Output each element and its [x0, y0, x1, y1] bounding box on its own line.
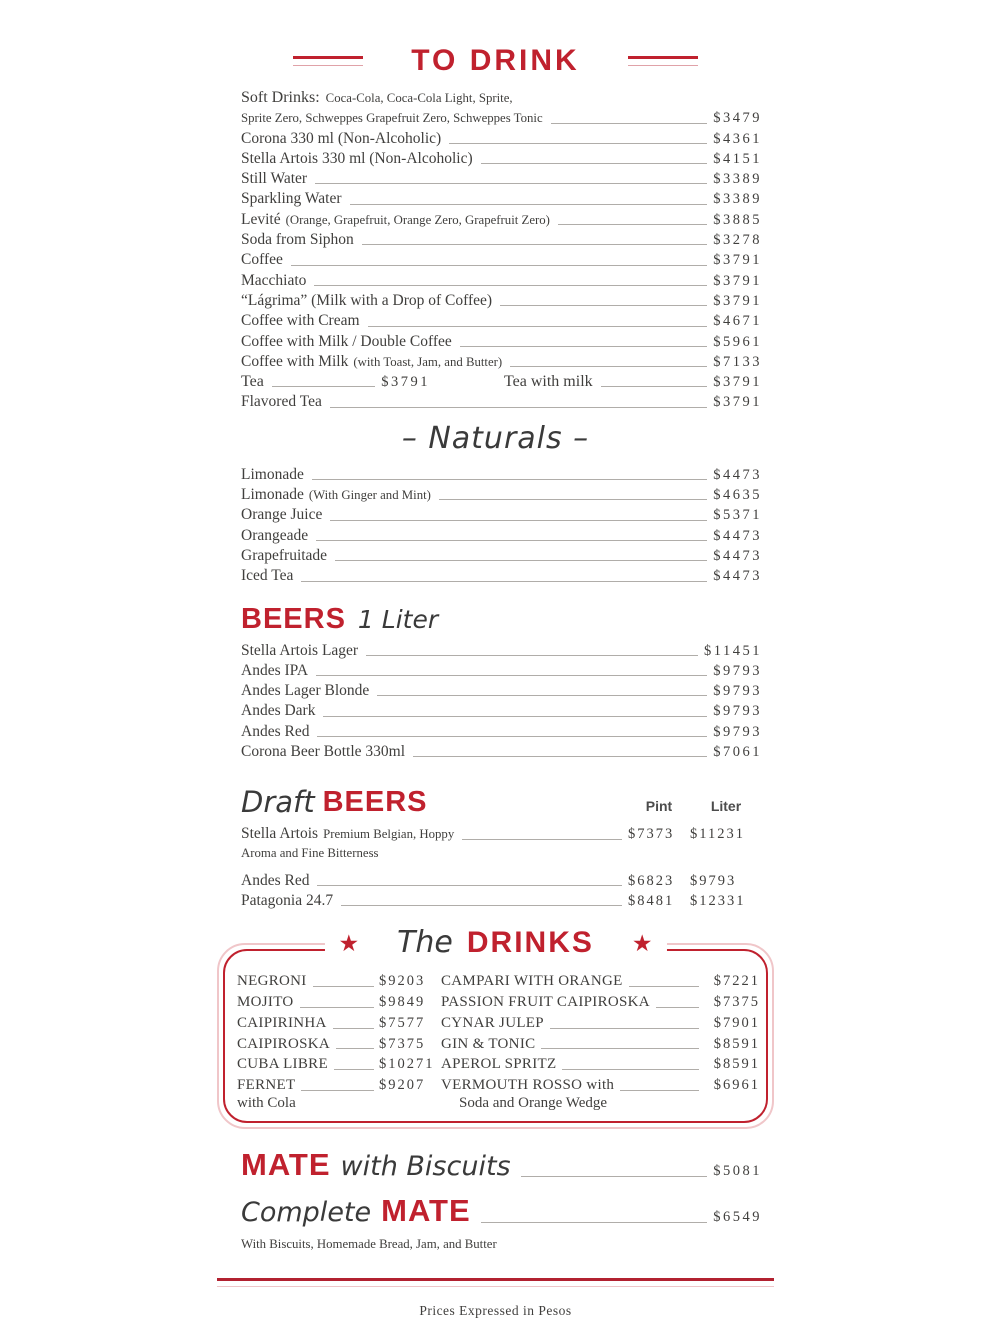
- item-price: $9793: [713, 662, 762, 679]
- item-name: APEROL SPRITZ: [441, 1056, 557, 1073]
- item-price: $3278: [713, 232, 762, 249]
- item-name: Coffee with Cream: [241, 312, 360, 330]
- item-price: $9203: [379, 973, 426, 990]
- item-name: Orange Juice: [241, 506, 323, 524]
- leader-line: [656, 1007, 699, 1008]
- item-name: CUBA LIBRE: [237, 1056, 328, 1073]
- menu-item-row: [241, 291, 762, 311]
- menu-item-row: [241, 332, 762, 352]
- item-name: NEGRONI: [237, 973, 307, 990]
- item-price: $3479: [713, 110, 762, 127]
- menu-item-row: [241, 189, 762, 209]
- item-price: $7901: [713, 1014, 760, 1031]
- mate-title-hand: Complete: [241, 1196, 372, 1228]
- leader-line: [629, 986, 699, 987]
- leader-line: [551, 123, 708, 124]
- leader-line: [550, 1028, 699, 1029]
- item-price: $7375: [713, 994, 760, 1010]
- leader-line: [316, 540, 707, 541]
- menu-item-row: [241, 546, 762, 566]
- leader-line: [541, 1048, 699, 1049]
- double-line-ornament-right: [628, 56, 698, 66]
- item-price: $8591: [713, 1035, 760, 1052]
- menu-item-row: [237, 1034, 437, 1055]
- leader-line: [368, 326, 708, 327]
- menu-item-row: [241, 311, 762, 331]
- star-icon: ★: [338, 930, 360, 956]
- leader-line: [521, 1176, 708, 1177]
- item-name: CAIPIRINHA: [237, 1014, 327, 1031]
- leader-line: [300, 1007, 374, 1008]
- leader-line: [330, 407, 707, 408]
- menu-item-row: [441, 1013, 760, 1034]
- item-name: Still Water: [241, 170, 308, 188]
- item-price: $9849: [379, 994, 426, 1010]
- leader-line: [291, 265, 707, 266]
- menu-item-draft: [241, 824, 762, 860]
- item-name: Limonade: [241, 465, 304, 483]
- item-detail: Coca-Cola, Coca-Cola Light, Sprite,: [325, 91, 513, 105]
- draft-title-hand: Draft: [241, 785, 315, 820]
- item-name: Macchiato: [241, 271, 307, 289]
- menu-item-row: [237, 1054, 437, 1075]
- leader-line: [341, 905, 622, 906]
- leader-line: [510, 366, 707, 367]
- item-price: $4473: [713, 568, 762, 585]
- drinks-right-column: [441, 971, 760, 1111]
- item-name: Corona Beer Bottle 330ml: [241, 743, 406, 761]
- item-name: Stella Artois 330 ml (Non-Alcoholic): [241, 149, 473, 167]
- item-price: $11451: [704, 642, 762, 659]
- item-detail: Sprite Zero, Schweppes Grapefruit Zero, Schweppes Tonic: [241, 111, 543, 126]
- item-detail: Premium Belgian, Hoppy: [323, 827, 455, 842]
- item-price: $4473: [713, 547, 762, 564]
- mate-with-biscuits-row: [241, 1147, 762, 1189]
- menu-item-row: [241, 250, 762, 270]
- mate-subtitle: with Biscuits: [340, 1150, 511, 1182]
- item-price: $3389: [713, 191, 762, 208]
- item-price: $7375: [379, 1035, 426, 1052]
- item-name: PASSION FRUIT CAIPIROSKA: [441, 994, 650, 1010]
- item-price: $5371: [713, 507, 762, 524]
- menu-page: [217, 0, 774, 1319]
- to-drink-list: [217, 88, 774, 413]
- leader-line: [601, 386, 708, 387]
- draft-title: BEERS: [322, 786, 428, 819]
- leader-line: [413, 756, 707, 757]
- menu-item-row: [241, 701, 762, 721]
- item-name: Andes Red: [241, 722, 310, 740]
- beers-section-title: [241, 603, 762, 635]
- leader-line: [301, 1090, 374, 1091]
- item-name: Iced Tea: [241, 567, 294, 585]
- item-name: Grapefruitade: [241, 546, 328, 564]
- item-detail-line2: Aroma and Fine Bitterness: [241, 845, 379, 860]
- menu-item-soft-drinks: [241, 88, 762, 129]
- leader-line: [333, 1028, 374, 1029]
- item-name: Corona 330 ml (Non-Alcoholic): [241, 129, 442, 147]
- item-price-pint: $6823: [628, 872, 675, 889]
- menu-item-row: [241, 271, 762, 291]
- menu-item-row: [241, 526, 762, 546]
- leader-line: [620, 1090, 699, 1091]
- item-price: $9793: [713, 703, 762, 720]
- mate-title: MATE: [241, 1146, 331, 1182]
- item-price: $7577: [379, 1014, 426, 1031]
- menu-item-draft: [241, 871, 762, 891]
- menu-item-row: [441, 1075, 760, 1111]
- item-name: Limonade: [241, 486, 304, 504]
- menu-item-row: [241, 230, 762, 250]
- item-name: Tea: [241, 373, 264, 391]
- drinks-box: [217, 925, 774, 1129]
- leader-line: [323, 716, 707, 717]
- menu-item-row: [241, 485, 762, 505]
- item-price: $9793: [713, 723, 762, 740]
- item-name: Andes Red: [241, 871, 310, 889]
- menu-item-row: [237, 992, 437, 1013]
- item-price: $3791: [713, 374, 762, 391]
- item-price: $3791: [713, 292, 762, 309]
- leader-line: [316, 675, 707, 676]
- menu-item-row: [241, 169, 762, 189]
- item-price: $5961: [713, 333, 762, 350]
- item-price: $5081: [713, 1162, 762, 1179]
- item-name: Coffee with Milk: [241, 352, 349, 370]
- draft-column-headers: [628, 798, 762, 814]
- item-name: CAIPIROSKA: [237, 1035, 331, 1052]
- to-drink-header: [217, 44, 774, 78]
- beers-subtitle: 1 Liter: [357, 604, 439, 634]
- leader-line: [460, 346, 707, 347]
- leader-line: [313, 986, 374, 987]
- item-price: $4671: [713, 313, 762, 330]
- leader-line: [558, 224, 707, 225]
- item-name: VERMOUTH ROSSO with: [441, 1077, 615, 1094]
- star-icon: ★: [631, 930, 653, 956]
- menu-item-row: [241, 742, 762, 762]
- item-sub: with Cola: [237, 1094, 296, 1111]
- item-price: $7221: [713, 973, 760, 990]
- item-price: $9207: [379, 1077, 426, 1094]
- item-price: $4473: [713, 527, 762, 544]
- leader-line: [500, 305, 707, 306]
- menu-item-draft: [241, 891, 762, 911]
- menu-item-row: [237, 971, 437, 992]
- menu-item-row: [237, 1013, 437, 1034]
- double-line-ornament-left: [293, 56, 363, 66]
- leader-line: [336, 1048, 374, 1049]
- item-name: Andes Dark: [241, 702, 316, 720]
- beers-title: BEERS: [241, 602, 346, 635]
- item-name: CYNAR JULEP: [441, 1014, 544, 1031]
- item-name: GIN & TONIC: [441, 1035, 536, 1052]
- naturals-section-title: – Naturals –: [401, 420, 590, 456]
- item-price: $3389: [713, 171, 762, 188]
- item-name: Soda from Siphon: [241, 231, 354, 249]
- tea-dual-row: [241, 372, 762, 392]
- leader-line: [335, 560, 707, 561]
- menu-item-row: [241, 722, 762, 742]
- menu-item-row: [241, 465, 762, 485]
- item-name: Andes IPA: [241, 661, 309, 679]
- item-price: $4635: [713, 487, 762, 504]
- menu-item-row: [241, 392, 762, 412]
- leader-line: [350, 204, 708, 205]
- item-sub: Soda and Orange Wedge: [459, 1094, 608, 1111]
- menu-item-row: [241, 505, 762, 525]
- menu-item-row: [441, 992, 760, 1013]
- item-detail: (with Toast, Jam, and Butter): [353, 354, 503, 369]
- leader-line: [301, 581, 707, 582]
- menu-item-row: [441, 1034, 760, 1055]
- menu-item-row: [241, 661, 762, 681]
- draft-beers-section-title: [241, 786, 762, 818]
- menu-item-row: [241, 210, 762, 230]
- footer-double-rule: [217, 1278, 774, 1287]
- menu-item-row: [241, 352, 762, 372]
- mate-title: MATE: [381, 1192, 471, 1228]
- footer-note: Prices Expressed in Pesos: [419, 1302, 572, 1318]
- item-price: $4361: [713, 130, 762, 147]
- page-title: TO DRINK: [411, 44, 580, 77]
- pint-column-header: Pint: [645, 798, 673, 815]
- item-name: Flavored Tea: [241, 393, 322, 411]
- menu-item-row: [441, 971, 760, 992]
- leader-line: [449, 143, 707, 144]
- menu-item-row: [241, 566, 762, 586]
- item-name: Orangeade: [241, 526, 309, 544]
- item-price: $3885: [713, 211, 762, 228]
- item-name: FERNET: [237, 1077, 296, 1094]
- mate-note: With Biscuits, Homemade Bread, Jam, and Butter: [241, 1236, 497, 1251]
- item-name: Soft Drinks:: [241, 89, 320, 106]
- leader-line: [362, 244, 707, 245]
- menu-item-row: [241, 129, 762, 149]
- item-price: $7133: [713, 353, 762, 370]
- item-name: CAMPARI WITH ORANGE: [441, 973, 623, 990]
- leader-line: [462, 839, 622, 840]
- item-price: $3791: [713, 394, 762, 411]
- leader-line: [366, 655, 698, 656]
- naturals-list: [217, 465, 774, 587]
- item-price: $9793: [713, 683, 762, 700]
- item-price: $4473: [713, 466, 762, 483]
- leader-line: [272, 386, 375, 387]
- drinks-title-hand: The: [397, 925, 453, 961]
- item-price-liter: $11231: [690, 826, 745, 843]
- menu-item-row: [237, 1075, 437, 1111]
- menu-item-row: [241, 149, 762, 169]
- leader-line: [314, 285, 707, 286]
- item-name: MOJITO: [237, 994, 294, 1010]
- item-price-pint: $8481: [628, 892, 675, 909]
- drinks-left-column: [237, 971, 437, 1111]
- item-name: Coffee with Milk / Double Coffee: [241, 332, 452, 350]
- leader-line: [377, 695, 707, 696]
- item-name: Stella Artois: [241, 825, 319, 843]
- liter-column-header: Liter: [710, 798, 742, 815]
- leader-line: [439, 499, 707, 500]
- item-price: $3791: [713, 272, 762, 289]
- menu-item-row: [241, 641, 762, 661]
- leader-line: [330, 520, 707, 521]
- item-name: Andes Lager Blonde: [241, 682, 370, 700]
- item-price: $6549: [713, 1208, 762, 1225]
- item-name: Tea with milk: [504, 373, 593, 391]
- complete-mate-row: [241, 1193, 762, 1235]
- drinks-box-title: [324, 927, 666, 959]
- item-price-liter: $9793: [690, 872, 737, 889]
- leader-line: [315, 183, 707, 184]
- leader-line: [334, 1069, 374, 1070]
- item-price: $10271: [379, 1056, 435, 1073]
- item-price-liter: $12331: [690, 892, 746, 909]
- leader-line: [481, 163, 708, 164]
- item-price: $8591: [713, 1056, 760, 1073]
- item-price: $4151: [713, 150, 762, 167]
- item-price: $6961: [713, 1077, 760, 1094]
- menu-item-row: [241, 681, 762, 701]
- item-name: Patagonia 24.7: [241, 891, 334, 909]
- item-price: $3791: [381, 374, 430, 391]
- item-name: Stella Artois Lager: [241, 641, 359, 659]
- menu-item-row: [441, 1054, 760, 1075]
- item-price: $3791: [713, 252, 762, 269]
- leader-line: [317, 885, 622, 886]
- item-detail: (Orange, Grapefruit, Orange Zero, Grapefruit Zero): [285, 212, 550, 227]
- drinks-title: DRINKS: [466, 926, 594, 960]
- item-name: Levité: [241, 210, 281, 228]
- item-price-pint: $7373: [628, 826, 675, 843]
- item-price: $7061: [713, 744, 762, 761]
- leader-line: [562, 1069, 699, 1070]
- leader-line: [317, 736, 707, 737]
- item-name: Coffee: [241, 251, 283, 269]
- leader-line: [481, 1222, 708, 1223]
- leader-line: [312, 479, 707, 480]
- item-name: Sparkling Water: [241, 190, 342, 208]
- item-detail: (With Ginger and Mint): [308, 488, 431, 503]
- item-name: “Lágrima” (Milk with a Drop of Coffee): [241, 291, 493, 309]
